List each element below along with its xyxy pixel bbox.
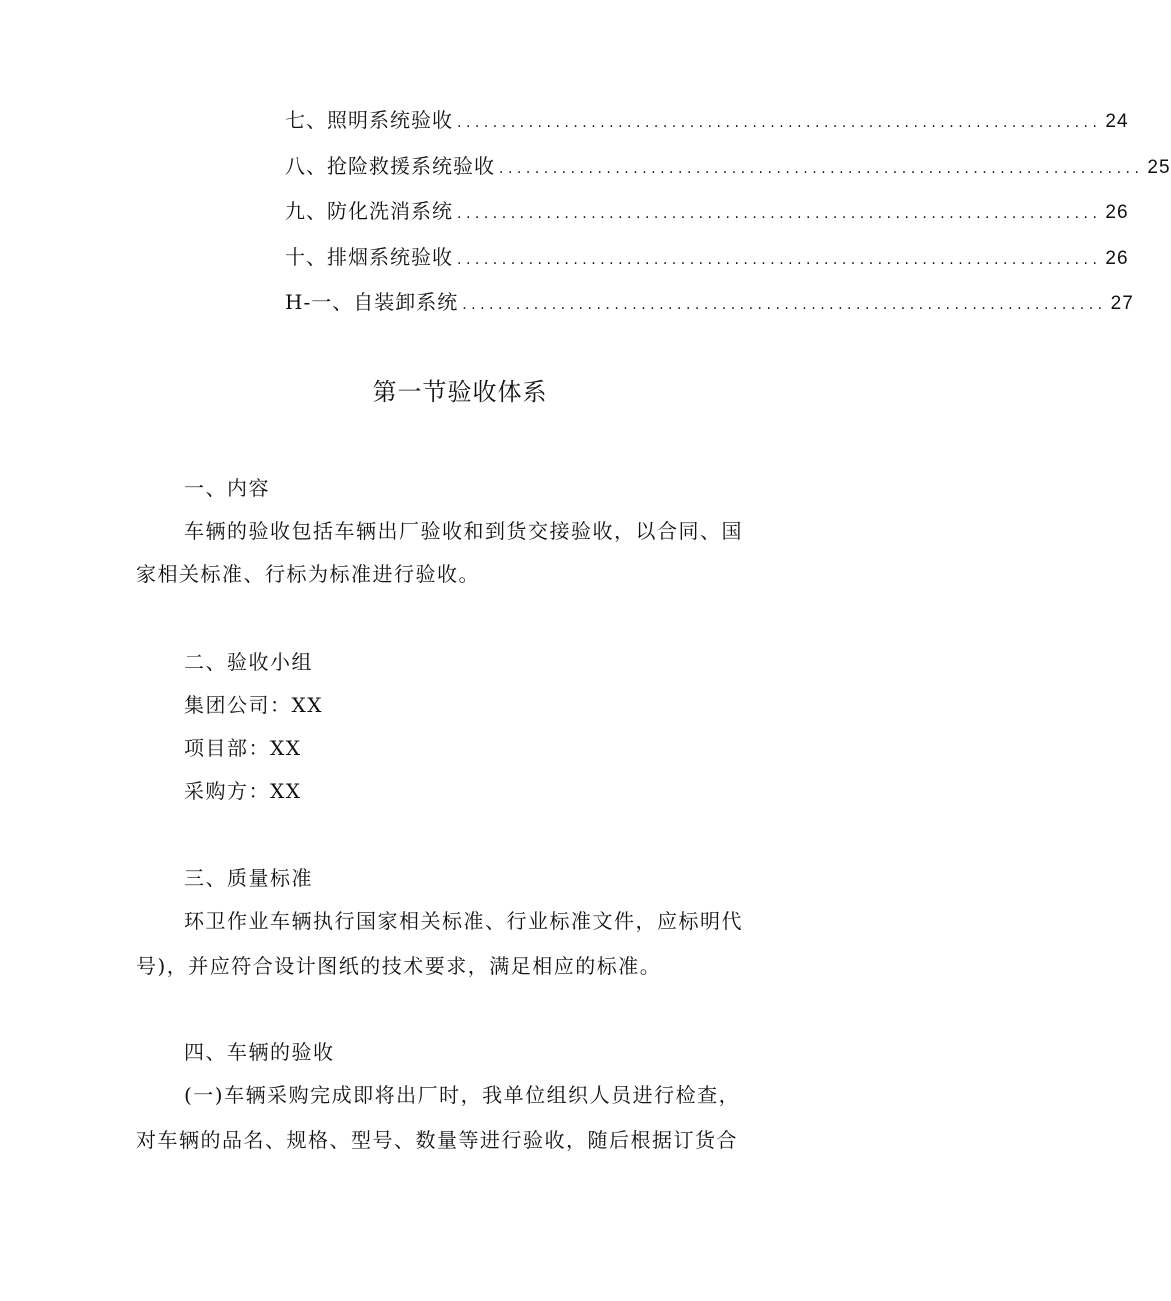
toc-entry[interactable] — [285, 104, 1129, 150]
toc-leader-dots: ........................................................................ — [499, 160, 1144, 177]
toc-entry[interactable] — [285, 286, 1134, 332]
heading-quality-standard: 三、质量标准 — [184, 866, 313, 890]
group-company-line: 集团公司：XX — [184, 693, 323, 717]
paragraph-line: (一)车辆采购完成即将出厂时，我单位组织人员进行检查， — [184, 1083, 741, 1107]
heading-acceptance-group: 二、验收小组 — [184, 650, 313, 674]
toc-leader-dots: ........................................................................ — [457, 115, 1102, 131]
toc-entry-title: 七、照明系统验收 — [285, 108, 453, 132]
toc-entry[interactable] — [285, 241, 1129, 287]
paragraph-line: 环卫作业车辆执行国家相关标准、行业标准文件，应标明代 — [184, 909, 743, 933]
toc-leader-dots: ........................................................................ — [457, 251, 1102, 268]
purchaser-line: 采购方：XX — [184, 779, 302, 803]
toc-entry[interactable] — [285, 195, 1129, 241]
toc-page-number: 24 — [1105, 111, 1129, 132]
toc-entry-title: 九、防化洗消系统 — [285, 199, 453, 223]
paragraph-line: 车辆的验收包括车辆出厂验收和到货交接验收，以合同、国 — [184, 519, 743, 543]
toc-entry[interactable] — [285, 150, 1171, 196]
toc-page-number: 26 — [1105, 202, 1129, 223]
heading-vehicle-acceptance: 四、车辆的验收 — [184, 1040, 335, 1064]
section-title: 第一节验收体系 — [372, 378, 548, 406]
project-dept-line: 项目部：XX — [184, 736, 302, 760]
table-of-contents — [285, 104, 1171, 332]
toc-entry-title: H-一、自装卸系统 — [285, 290, 459, 314]
toc-leader-dots: ........................................................................ — [457, 206, 1102, 222]
toc-page-number: 26 — [1105, 247, 1129, 269]
toc-entry-title: 八、抢险救援系统验收 — [285, 153, 495, 178]
heading-content: 一、内容 — [184, 476, 270, 500]
paragraph-line: 对车辆的品名、规格、型号、数量等进行验收，随后根据订货合 — [136, 1128, 738, 1152]
paragraph-line: 号)，并应符合设计图纸的技术要求，满足相应的标准。 — [136, 954, 662, 978]
toc-page-number: 25 — [1147, 156, 1171, 178]
toc-entry-title: 十、排烟系统验收 — [285, 244, 453, 269]
paragraph-line: 家相关标准、行标为标准进行验收。 — [136, 562, 480, 586]
toc-leader-dots: ........................................................................ — [462, 297, 1107, 313]
toc-page-number: 27 — [1110, 293, 1134, 314]
